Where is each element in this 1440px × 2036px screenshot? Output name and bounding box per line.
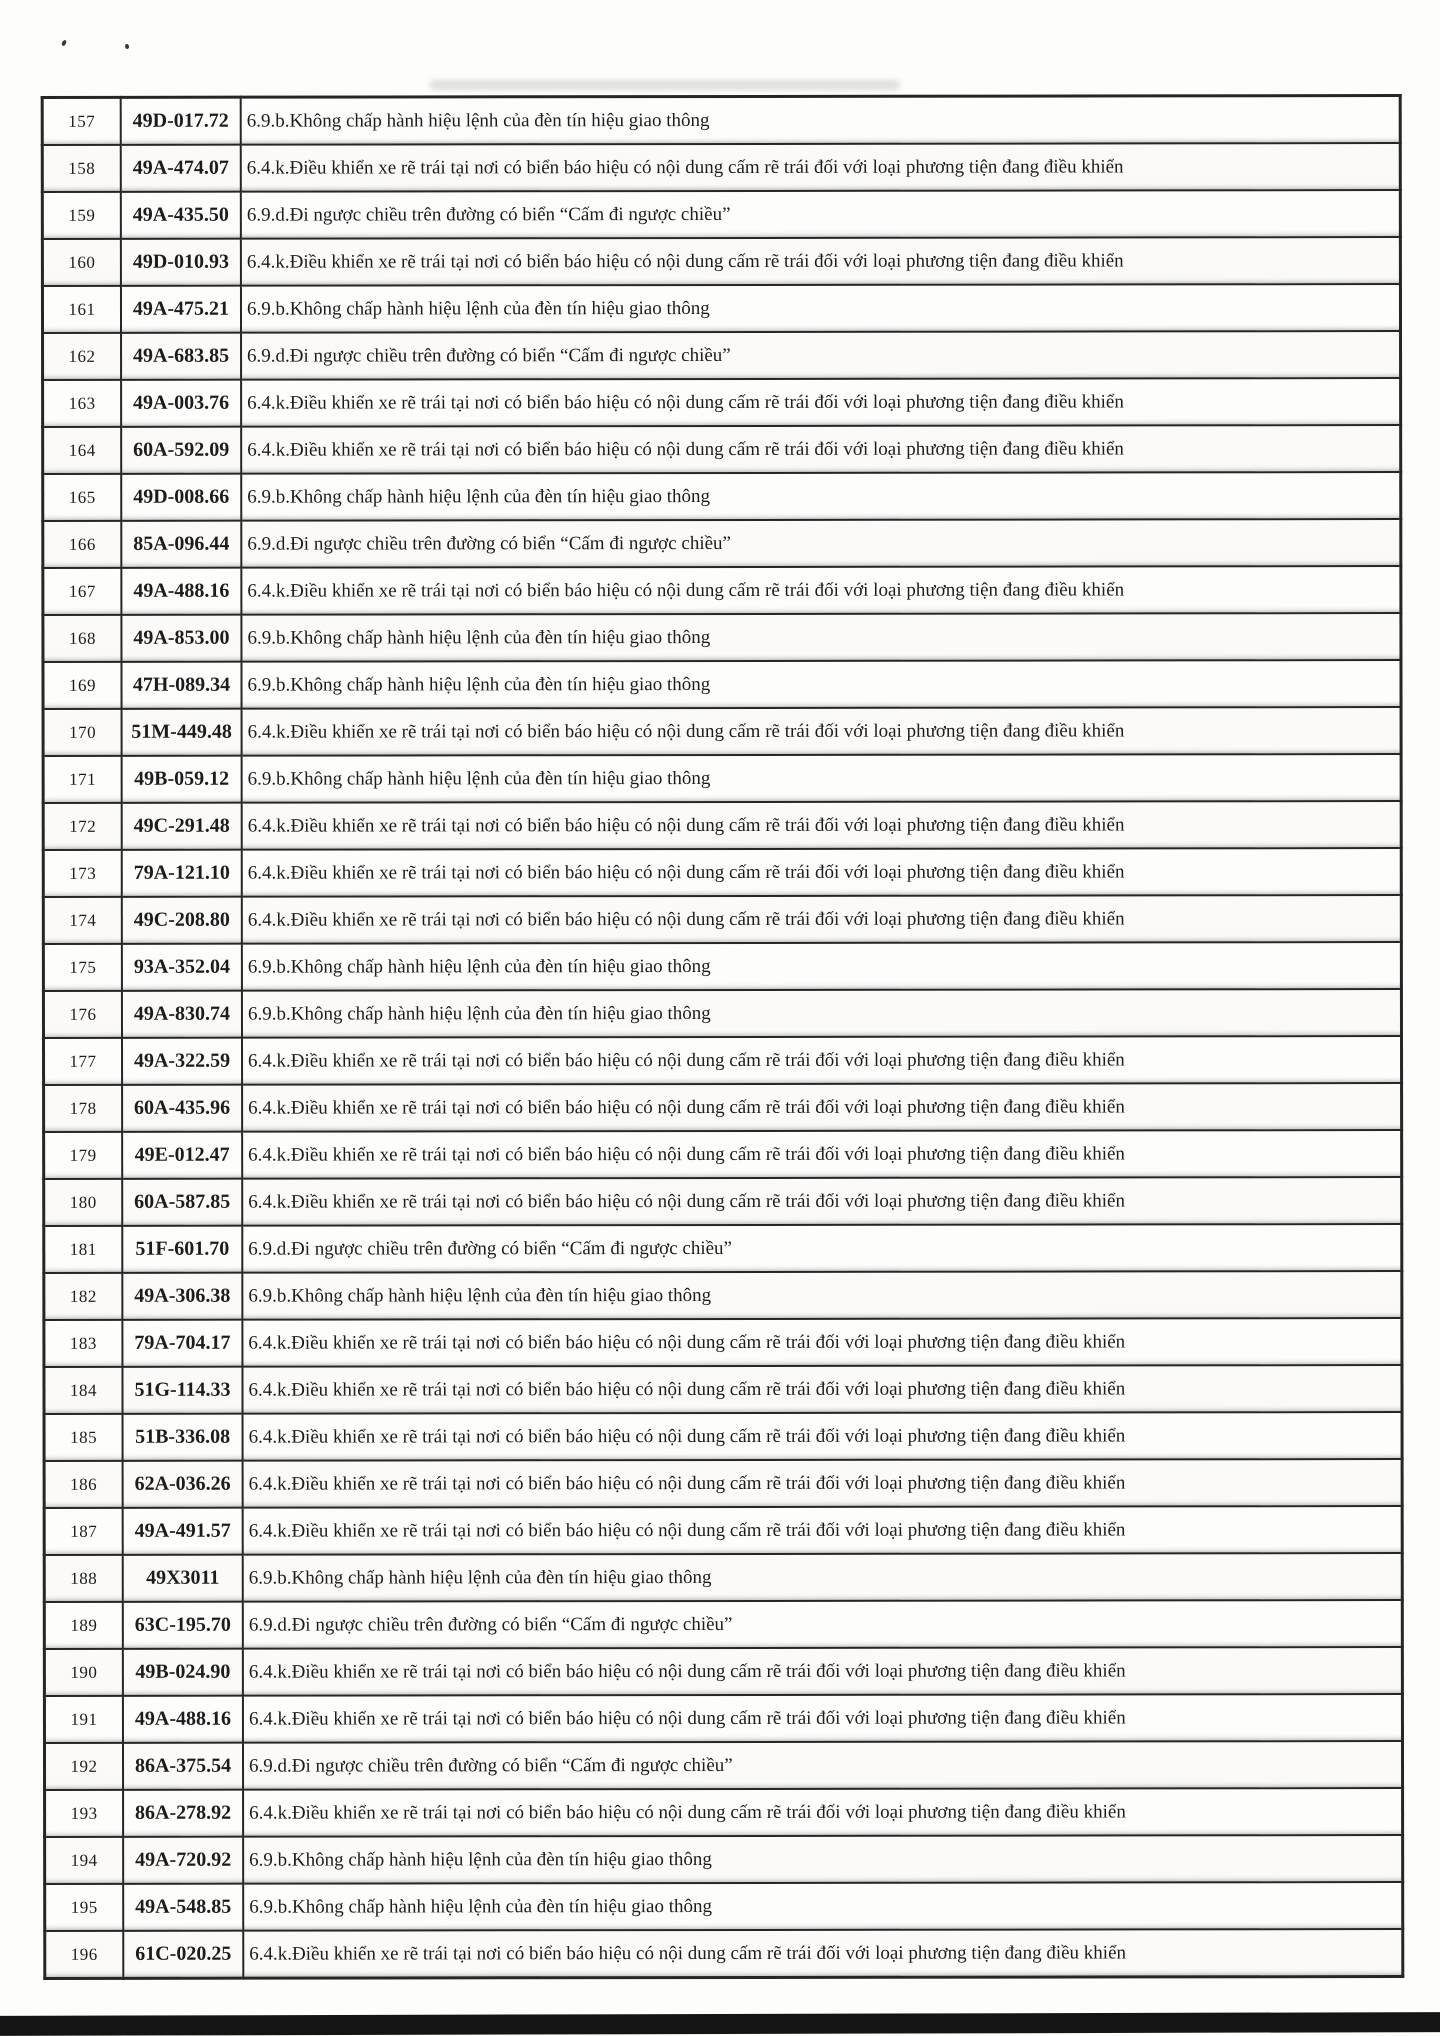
license-plate: 49D-008.66 bbox=[121, 474, 241, 521]
table-row bbox=[43, 848, 1401, 897]
row-number: 167 bbox=[43, 568, 122, 615]
row-number: 194 bbox=[45, 1837, 124, 1884]
row-number: 163 bbox=[43, 380, 122, 427]
license-plate: 49A-853.00 bbox=[121, 615, 241, 662]
violation-text: 6.9.b.Không chấp hành hiệu lệnh của đèn tín hiệu giao thông bbox=[243, 1882, 1403, 1931]
violation-text: 6.4.k.Điều khiển xe rẽ trái tại nơi có biển báo hiệu có nội dung cấm rẽ trái đối với loại phương tiện đang điều khiển bbox=[241, 143, 1401, 192]
row-number: 158 bbox=[42, 145, 121, 192]
row-number: 178 bbox=[44, 1085, 123, 1132]
row-number: 159 bbox=[42, 192, 121, 239]
violation-text: 6.4.k.Điều khiển xe rẽ trái tại nơi có biển báo hiệu có nội dung cấm rẽ trái đối với loại phương tiện đang điều khiển bbox=[242, 1036, 1402, 1085]
row-number: 172 bbox=[43, 803, 122, 850]
table-row bbox=[42, 284, 1400, 333]
row-number: 181 bbox=[44, 1226, 123, 1273]
violation-text: 6.9.b.Không chấp hành hiệu lệnh của đèn tín hiệu giao thông bbox=[241, 472, 1401, 521]
license-plate: 51F-601.70 bbox=[122, 1226, 242, 1273]
violation-text: 6.4.k.Điều khiển xe rẽ trái tại nơi có biển báo hiệu có nội dung cấm rẽ trái đối với loại phương tiện đang điều khiển bbox=[241, 425, 1401, 474]
license-plate: 49X3011 bbox=[123, 1555, 243, 1602]
license-plate: 47H-089.34 bbox=[121, 662, 241, 709]
table-row bbox=[45, 1929, 1403, 1978]
table-row bbox=[44, 1130, 1402, 1179]
violation-text: 6.9.b.Không chấp hành hiệu lệnh của đèn tín hiệu giao thông bbox=[243, 1553, 1403, 1602]
row-number: 191 bbox=[44, 1696, 123, 1743]
row-number: 187 bbox=[44, 1508, 123, 1555]
violation-text: 6.9.d.Đi ngược chiều trên đường có biển “Cấm đi ngược chiều” bbox=[242, 1224, 1402, 1273]
violation-text: 6.4.k.Điều khiển xe rẽ trái tại nơi có biển báo hiệu có nội dung cấm rẽ trái đối với loại phương tiện đang điều khiển bbox=[242, 1365, 1402, 1414]
row-number: 175 bbox=[43, 944, 122, 991]
scan-dot-artifact bbox=[61, 40, 67, 47]
table-row bbox=[44, 1741, 1402, 1790]
table-row bbox=[43, 472, 1401, 521]
violation-text: 6.9.d.Đi ngược chiều trên đường có biển “Cấm đi ngược chiều” bbox=[241, 190, 1401, 239]
table-row bbox=[43, 425, 1401, 474]
license-plate: 49A-548.85 bbox=[123, 1884, 243, 1931]
table-row bbox=[44, 1553, 1402, 1602]
table-row bbox=[44, 1177, 1402, 1226]
table-row bbox=[43, 895, 1401, 944]
license-plate: 49A-720.92 bbox=[123, 1837, 243, 1884]
row-number: 161 bbox=[42, 286, 121, 333]
license-plate: 93A-352.04 bbox=[122, 944, 242, 991]
license-plate: 49A-830.74 bbox=[122, 991, 242, 1038]
row-number: 183 bbox=[44, 1320, 123, 1367]
row-number: 177 bbox=[44, 1038, 123, 1085]
table-row bbox=[43, 801, 1401, 850]
violation-text: 6.9.b.Không chấp hành hiệu lệnh của đèn tín hiệu giao thông bbox=[242, 1271, 1402, 1320]
table-row bbox=[43, 707, 1401, 756]
violation-text: 6.4.k.Điều khiển xe rẽ trái tại nơi có biển báo hiệu có nội dung cấm rẽ trái đối với loại phương tiện đang điều khiển bbox=[241, 378, 1401, 427]
license-plate: 51B-336.08 bbox=[123, 1414, 243, 1461]
violation-text: 6.4.k.Điều khiển xe rẽ trái tại nơi có biển báo hiệu có nội dung cấm rẽ trái đối với loại phương tiện đang điều khiển bbox=[242, 1177, 1402, 1226]
table-row bbox=[44, 1647, 1402, 1696]
violation-text: 6.9.b.Không chấp hành hiệu lệnh của đèn tín hiệu giao thông bbox=[242, 989, 1402, 1038]
row-number: 157 bbox=[42, 97, 121, 145]
violation-text: 6.4.k.Điều khiển xe rẽ trái tại nơi có biển báo hiệu có nội dung cấm rẽ trái đối với loại phương tiện đang điều khiển bbox=[242, 707, 1402, 756]
license-plate: 49C-291.48 bbox=[122, 803, 242, 850]
row-number: 160 bbox=[42, 239, 121, 286]
row-number: 186 bbox=[44, 1461, 123, 1508]
table-row bbox=[43, 613, 1401, 662]
table-row bbox=[44, 1600, 1402, 1649]
license-plate: 49C-208.80 bbox=[122, 897, 242, 944]
table-row bbox=[43, 989, 1401, 1038]
license-plate: 79A-704.17 bbox=[122, 1320, 242, 1367]
violation-text: 6.4.k.Điều khiển xe rẽ trái tại nơi có biển báo hiệu có nội dung cấm rẽ trái đối với loại phương tiện đang điều khiển bbox=[243, 1788, 1403, 1837]
row-number: 168 bbox=[43, 615, 122, 662]
violation-text: 6.4.k.Điều khiển xe rẽ trái tại nơi có biển báo hiệu có nội dung cấm rẽ trái đối với loại phương tiện đang điều khiển bbox=[243, 1506, 1403, 1555]
violation-text: 6.9.b.Không chấp hành hiệu lệnh của đèn tín hiệu giao thông bbox=[242, 942, 1402, 991]
row-number: 174 bbox=[43, 897, 122, 944]
license-plate: 60A-435.96 bbox=[122, 1085, 242, 1132]
license-plate: 61C-020.25 bbox=[123, 1931, 243, 1979]
license-plate: 86A-375.54 bbox=[123, 1743, 243, 1790]
table-row bbox=[43, 942, 1401, 991]
license-plate: 49D-010.93 bbox=[121, 239, 241, 286]
table-row bbox=[43, 378, 1401, 427]
table-row bbox=[42, 190, 1400, 239]
violation-text: 6.4.k.Điều khiển xe rẽ trái tại nơi có biển báo hiệu có nội dung cấm rẽ trái đối với loại phương tiện đang điều khiển bbox=[242, 1130, 1402, 1179]
violation-text: 6.4.k.Điều khiển xe rẽ trái tại nơi có biển báo hiệu có nội dung cấm rẽ trái đối với loại phương tiện đang điều khiển bbox=[241, 237, 1401, 286]
scan-dot-artifact bbox=[124, 43, 130, 49]
violation-text: 6.9.d.Đi ngược chiều trên đường có biển “Cấm đi ngược chiều” bbox=[243, 1600, 1403, 1649]
table-row bbox=[44, 1271, 1402, 1320]
violation-text: 6.4.k.Điều khiển xe rẽ trái tại nơi có biển báo hiệu có nội dung cấm rẽ trái đối với loại phương tiện đang điều khiển bbox=[242, 1318, 1402, 1367]
license-plate: 49A-306.38 bbox=[122, 1273, 242, 1320]
row-number: 195 bbox=[45, 1884, 124, 1931]
license-plate: 49A-003.76 bbox=[121, 380, 241, 427]
scan-smudge-artifact bbox=[430, 80, 900, 90]
violation-text: 6.4.k.Điều khiển xe rẽ trái tại nơi có biển báo hiệu có nội dung cấm rẽ trái đối với loại phương tiện đang điều khiển bbox=[242, 801, 1402, 850]
license-plate: 60A-587.85 bbox=[122, 1179, 242, 1226]
violations-table bbox=[41, 94, 1405, 1980]
row-number: 189 bbox=[44, 1602, 123, 1649]
table-row bbox=[42, 237, 1400, 286]
row-number: 193 bbox=[45, 1790, 124, 1837]
license-plate: 49B-059.12 bbox=[122, 756, 242, 803]
violation-text: 6.9.b.Không chấp hành hiệu lệnh của đèn tín hiệu giao thông bbox=[241, 613, 1401, 662]
row-number: 179 bbox=[44, 1132, 123, 1179]
table-body bbox=[42, 96, 1403, 1979]
table-row bbox=[43, 660, 1401, 709]
table-row bbox=[45, 1835, 1403, 1884]
license-plate: 86A-278.92 bbox=[123, 1790, 243, 1837]
license-plate: 49A-488.16 bbox=[121, 568, 241, 615]
table-row bbox=[45, 1882, 1403, 1931]
license-plate: 49A-474.07 bbox=[121, 145, 241, 192]
violation-text: 6.4.k.Điều khiển xe rẽ trái tại nơi có biển báo hiệu có nội dung cấm rẽ trái đối với loại phương tiện đang điều khiển bbox=[243, 1412, 1403, 1461]
table-row bbox=[44, 1036, 1402, 1085]
row-number: 176 bbox=[43, 991, 122, 1038]
table-row bbox=[44, 1412, 1402, 1461]
row-number: 165 bbox=[43, 474, 122, 521]
violation-text: 6.4.k.Điều khiển xe rẽ trái tại nơi có biển báo hiệu có nội dung cấm rẽ trái đối với loại phương tiện đang điều khiển bbox=[243, 1459, 1403, 1508]
violation-text: 6.9.b.Không chấp hành hiệu lệnh của đèn tín hiệu giao thông bbox=[242, 754, 1402, 803]
table-row bbox=[43, 566, 1401, 615]
row-number: 192 bbox=[44, 1743, 123, 1790]
table-row bbox=[44, 1365, 1402, 1414]
table-row bbox=[42, 143, 1400, 192]
table-row bbox=[44, 1694, 1402, 1743]
row-number: 180 bbox=[44, 1179, 123, 1226]
row-number: 182 bbox=[44, 1273, 123, 1320]
license-plate: 60A-592.09 bbox=[121, 427, 241, 474]
table-row bbox=[44, 1224, 1402, 1273]
violation-text: 6.4.k.Điều khiển xe rẽ trái tại nơi có biển báo hiệu có nội dung cấm rẽ trái đối với loại phương tiện đang điều khiển bbox=[243, 1694, 1403, 1743]
scan-bottom-band-artifact bbox=[0, 2012, 1440, 2036]
license-plate: 49D-017.72 bbox=[121, 97, 241, 145]
license-plate: 49A-491.57 bbox=[123, 1508, 243, 1555]
license-plate: 49A-683.85 bbox=[121, 333, 241, 380]
license-plate: 49A-435.50 bbox=[121, 192, 241, 239]
license-plate: 49B-024.90 bbox=[123, 1649, 243, 1696]
row-number: 173 bbox=[43, 850, 122, 897]
license-plate: 49E-012.47 bbox=[122, 1132, 242, 1179]
violation-text: 6.4.k.Điều khiển xe rẽ trái tại nơi có biển báo hiệu có nội dung cấm rẽ trái đối với loại phương tiện đang điều khiển bbox=[242, 848, 1402, 897]
violation-text: 6.9.b.Không chấp hành hiệu lệnh của đèn tín hiệu giao thông bbox=[243, 1835, 1403, 1884]
license-plate: 62A-036.26 bbox=[123, 1461, 243, 1508]
license-plate: 85A-096.44 bbox=[121, 521, 241, 568]
table-row bbox=[43, 331, 1401, 380]
violation-text: 6.9.b.Không chấp hành hiệu lệnh của đèn tín hiệu giao thông bbox=[241, 96, 1401, 145]
license-plate: 49A-322.59 bbox=[122, 1038, 242, 1085]
row-number: 162 bbox=[43, 333, 122, 380]
violation-text: 6.9.b.Không chấp hành hiệu lệnh của đèn tín hiệu giao thông bbox=[241, 284, 1401, 333]
violation-text: 6.9.d.Đi ngược chiều trên đường có biển “Cấm đi ngược chiều” bbox=[241, 519, 1401, 568]
table-row bbox=[44, 1459, 1402, 1508]
table-row bbox=[43, 754, 1401, 803]
violation-text: 6.4.k.Điều khiển xe rẽ trái tại nơi có biển báo hiệu có nội dung cấm rẽ trái đối với loại phương tiện đang điều khiển bbox=[241, 566, 1401, 615]
row-number: 188 bbox=[44, 1555, 123, 1602]
violation-text: 6.9.d.Đi ngược chiều trên đường có biển “Cấm đi ngược chiều” bbox=[243, 1741, 1403, 1790]
violation-text: 6.4.k.Điều khiển xe rẽ trái tại nơi có biển báo hiệu có nội dung cấm rẽ trái đối với loại phương tiện đang điều khiển bbox=[243, 1647, 1403, 1696]
table-row bbox=[44, 1318, 1402, 1367]
row-number: 170 bbox=[43, 709, 122, 756]
table-row bbox=[42, 96, 1400, 145]
table-row bbox=[43, 519, 1401, 568]
row-number: 169 bbox=[43, 662, 122, 709]
table-row bbox=[45, 1788, 1403, 1837]
row-number: 196 bbox=[45, 1931, 124, 1979]
license-plate: 79A-121.10 bbox=[122, 850, 242, 897]
violation-text: 6.9.b.Không chấp hành hiệu lệnh của đèn tín hiệu giao thông bbox=[241, 660, 1401, 709]
license-plate: 51M-449.48 bbox=[122, 709, 242, 756]
license-plate: 63C-195.70 bbox=[123, 1602, 243, 1649]
license-plate: 49A-488.16 bbox=[123, 1696, 243, 1743]
row-number: 185 bbox=[44, 1414, 123, 1461]
table-row bbox=[44, 1083, 1402, 1132]
row-number: 164 bbox=[43, 427, 122, 474]
violation-text: 6.4.k.Điều khiển xe rẽ trái tại nơi có biển báo hiệu có nội dung cấm rẽ trái đối với loại phương tiện đang điều khiển bbox=[242, 1083, 1402, 1132]
row-number: 171 bbox=[43, 756, 122, 803]
license-plate: 51G-114.33 bbox=[122, 1367, 242, 1414]
license-plate: 49A-475.21 bbox=[121, 286, 241, 333]
row-number: 190 bbox=[44, 1649, 123, 1696]
table-row bbox=[44, 1506, 1402, 1555]
violation-text: 6.9.d.Đi ngược chiều trên đường có biển “Cấm đi ngược chiều” bbox=[241, 331, 1401, 380]
row-number: 166 bbox=[43, 521, 122, 568]
violation-text: 6.4.k.Điều khiển xe rẽ trái tại nơi có biển báo hiệu có nội dung cấm rẽ trái đối với loại phương tiện đang điều khiển bbox=[242, 895, 1402, 944]
row-number: 184 bbox=[44, 1367, 123, 1414]
violation-text: 6.4.k.Điều khiển xe rẽ trái tại nơi có biển báo hiệu có nội dung cấm rẽ trái đối với loại phương tiện đang điều khiển bbox=[243, 1929, 1403, 1978]
